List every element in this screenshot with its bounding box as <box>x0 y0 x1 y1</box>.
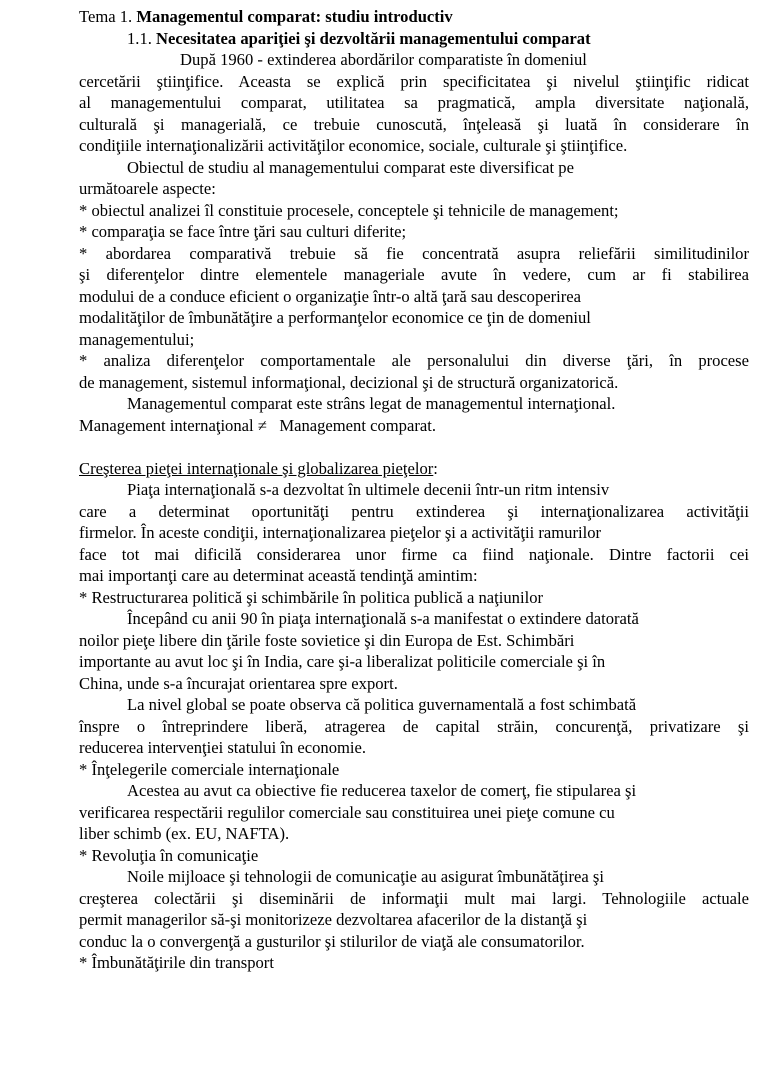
paragraph-line: Piaţa internaţională s-a dezvoltat în ultimele decenii într-un ritm intensiv <box>127 480 610 499</box>
paragraph-line: verificarea respectării regulilor comerciale sau constituirea unei pieţe comune cu <box>79 802 615 822</box>
list-item: * obiectul analizei îl constituie procesele, conceptele şi tehnicile de management; <box>79 200 619 220</box>
paragraph-line: modalităţilor de îmbunătăţire a performanţelor economice ce ţin de domeniul <box>79 308 591 327</box>
list-item: * Restructurarea politică şi schimbările în politica publică a naţiunilor <box>79 587 544 607</box>
paragraph-line: înspre o întreprindere liberă, atragerea de capital străin, concurenţă, privatizare şi <box>79 716 749 736</box>
list-item: * Înţelegerile comerciale internaţionale <box>79 759 340 779</box>
list-item: * abordarea comparativă trebuie să fie concentrată asupra reliefării similitudinilor <box>79 243 749 263</box>
paragraph-line: firmelor. În aceste condiţii, internaţionalizarea pieţelor şi a activităţii ramurilor <box>79 523 602 542</box>
paragraph-line: mai importanţi care au determinat această tendinţă amintim: <box>79 566 478 585</box>
paragraph-line: Acestea au avut ca obiective fie reducerea taxelor de comerţ, fie stipularea şi <box>127 781 637 800</box>
paragraph-line: care a determinat oportunităţi pentru extinderea şi internaţionalizarea activităţii <box>79 501 749 521</box>
list-item: * Îmbunătăţirile din transport <box>79 953 274 972</box>
paragraph-line: culturală şi managerială, ce trebuie cunoscută, înţeleasă şi luată în considerare în <box>79 114 749 134</box>
paragraph-line: Noile mijloace şi tehnologii de comunicaţie au asigurat îmbunătăţirea şi <box>127 867 604 886</box>
blank-line <box>79 436 749 458</box>
paragraph-line: liber schimb (ex. EU, NAFTA). <box>79 824 290 843</box>
document-page <box>79 6 749 974</box>
section-subtitle: 1.1. Necesitatea apariţiei şi dezvoltării managementului comparat <box>127 28 591 48</box>
paragraph-line: cercetării ştiinţifice. Aceasta se explică prin specificitatea şi nivelul ştiinţific ridicat <box>79 71 749 91</box>
paragraph-line: Management internaţional ≠ Management comparat. <box>79 415 436 435</box>
paragraph-line: creşterea colectării şi diseminării de informaţii mult mai largi. Tehnologiile actuale <box>79 888 749 908</box>
paragraph-line: La nivel global se poate observa că politica guvernamentală a fost schimbată <box>127 695 637 714</box>
paragraph-line: Managementul comparat este strâns legat de managementul internaţional. <box>127 394 616 413</box>
paragraph-line: permit managerilor să-şi monitorizeze dezvoltarea afacerilor de la distanţă şi <box>79 910 588 929</box>
paragraph-line: Începând cu anii 90 în piaţa internaţională s-a manifestat o extindere datorată <box>127 609 639 628</box>
paragraph-line: reducerea intervenţiei statului în economie. <box>79 738 367 757</box>
paragraph-line: al managementului comparat, utilitatea sa pragmatică, ampla diversitate naţională, <box>79 93 749 112</box>
paragraph-line: După 1960 - extinderea abordărilor comparatiste în domeniul <box>180 50 587 69</box>
paragraph-line: condiţiile internaţionalizării activităţilor economice, sociale, culturale şi ştiinţifice. <box>79 136 628 155</box>
paragraph-line: China, unde s-a încurajat orientarea spre export. <box>79 673 398 693</box>
paragraph-line: noilor pieţe libere din ţările foste sovietice şi din Europa de Est. Schimbări <box>79 630 575 650</box>
list-item: * analiza diferenţelor comportamentale ale personalului din diverse ţări, în procese <box>79 351 749 370</box>
section-heading: Creşterea pieţei internaţionale şi globalizarea pieţelor: <box>79 458 438 478</box>
paragraph-line: şi diferenţelor dintre elementele manageriale avute în vedere, cum ar fi stabilirea <box>79 265 749 284</box>
list-item: * Revoluţia în comunicaţie <box>79 845 259 865</box>
paragraph-line: următoarele aspecte: <box>79 179 216 198</box>
list-item: * comparaţia se face între ţări sau culturi diferite; <box>79 222 407 241</box>
paragraph-line: importante au avut loc şi în India, care şi-a liberalizat politicile comerciale şi în <box>79 652 606 671</box>
document-title: Tema 1. Managementul comparat: studiu introductiv <box>79 7 453 26</box>
paragraph-line: conduc la o convergenţă a gusturilor şi stilurilor de viaţă ale consumatorilor. <box>79 931 585 951</box>
paragraph-line: modului de a conduce eficient o organizaţie într-o altă ţară sau descoperirea <box>79 286 582 306</box>
paragraph-line: de management, sistemul informaţional, decizional şi de structură organizatorică. <box>79 372 619 392</box>
paragraph-line: managementului; <box>79 329 195 349</box>
paragraph-line: face tot mai dificilă considerarea unor firme ca fiind naţionale. Dintre factorii cei <box>79 544 749 564</box>
paragraph-line: Obiectul de studiu al managementului comparat este diversificat pe <box>127 157 574 177</box>
